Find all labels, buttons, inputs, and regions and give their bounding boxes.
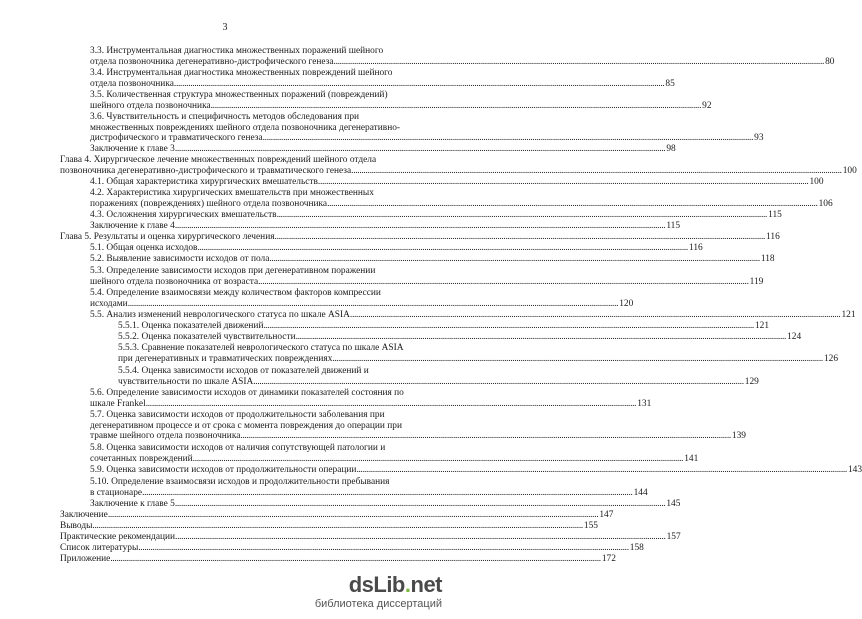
toc-entry-line: дегенеративном процессе и от срока с момента повреждения до операции при [90, 420, 402, 431]
toc-entry-last-line [90, 144, 676, 155]
toc-entry-title: Заключение к главе 4 [90, 221, 175, 231]
toc-entry [90, 68, 675, 89]
watermark-subtitle: библиотека диссертаций [314, 598, 442, 610]
toc-entry [60, 155, 857, 176]
toc-entry-line: 5.3. Определение зависимости исходов при дегенеративном поражении [90, 266, 376, 276]
toc-entry-last-line [90, 198, 833, 210]
toc-entry [90, 388, 652, 409]
toc-page-number: 145 [666, 499, 681, 509]
toc-entry-title: Выводы [60, 521, 93, 531]
toc-dot-leader [263, 133, 754, 144]
toc-dot-leader [351, 166, 842, 177]
toc-entry [90, 410, 746, 442]
toc-entry-title: при дегенеративных и травматических повреждениях [118, 353, 333, 364]
toc-entry-title: отдела позвоночника дегенеративно-дистрофического генеза [90, 56, 334, 67]
toc-page-number: 147 [599, 510, 614, 520]
toc-entry [60, 532, 681, 543]
toc-dot-leader [175, 144, 666, 155]
toc-entry-line: 5.10. Определение взаимосвязи исходов и продолжительности пребывания [90, 477, 390, 487]
toc-entry-line: 5.5.4. Оценка зависимости исходов от показателей движений и [118, 366, 369, 376]
toc-entry-line: 3.3. Инструментальная диагностика множественных поражений шейного [90, 46, 384, 56]
toc-entry [60, 521, 598, 532]
toc-dot-leader [269, 254, 760, 265]
toc-entry-last-line [118, 332, 802, 343]
toc-page-number: 115 [768, 210, 782, 220]
toc-entry-line: множественных повреждениях шейного отдела позвоночника дегенеративно- [90, 122, 401, 133]
toc-entry-line: Глава 4. Хирургическое лечение множественных повреждений шейного отдела [60, 155, 377, 165]
toc-dot-leader [258, 277, 749, 288]
toc-entry-last-line [90, 100, 712, 112]
toc-page-number: 80 [825, 56, 835, 67]
toc-entry [90, 210, 782, 221]
toc-page-number: 98 [666, 144, 676, 154]
toc-page-number: 157 [666, 532, 681, 542]
toc-entry [90, 188, 833, 209]
toc-dot-leader [350, 310, 841, 321]
toc-entry [90, 465, 862, 476]
toc-page-number: 121 [841, 310, 856, 320]
toc-entry-last-line [90, 210, 782, 221]
toc-entry [90, 443, 699, 464]
toc-entry [90, 90, 712, 111]
toc-entry-title: позвоночника дегенеративно-дистрофического и травматического генеза [60, 165, 352, 176]
toc-entry-last-line [90, 310, 856, 321]
toc-dot-leader [318, 177, 809, 188]
toc-entry-line: 3.5. Количественная структура множественных поражений (повреждений) [90, 90, 388, 100]
toc-entry-last-line [90, 221, 681, 232]
toc-entry-title: поражениях (повреждениях) шейного отдела позвоночника [90, 198, 328, 209]
toc-entry [90, 112, 764, 144]
toc-dot-leader [175, 499, 666, 510]
toc-dot-leader [175, 532, 666, 543]
toc-entry [90, 499, 681, 510]
toc-entry [60, 543, 644, 554]
toc-entry-last-line [90, 431, 746, 442]
watermark-logo [349, 572, 442, 598]
toc-entry-title: Список литературы [60, 543, 139, 553]
toc-entry-title: 5.9. Оценка зависимости исходов от продолжительности операции [90, 465, 357, 475]
toc-page-number: 100 [809, 177, 824, 187]
toc-dot-leader [356, 465, 847, 476]
toc-page-number: 118 [760, 254, 775, 264]
toc-entry-title: 4.1. Общая характеристика хирургических вмешательств [90, 177, 318, 187]
toc-entry-line: 5.7. Оценка зависимости исходов от продолжительности заболевания при [90, 410, 385, 420]
toc-page-number: 158 [629, 543, 644, 553]
toc-entry [118, 332, 802, 343]
toc-entry-title: Глава 5. Результаты и оценка хирургического лечения [60, 232, 275, 242]
toc-entry-title: 5.2. Выявление зависимости исходов от пола [90, 254, 270, 264]
toc-dot-leader [108, 510, 599, 521]
toc-dot-leader [193, 454, 684, 465]
toc-entry-title: в стационаре [90, 487, 143, 498]
toc-entry [90, 266, 764, 287]
toc-page-number: 120 [619, 298, 634, 309]
toc-page-number: 116 [766, 232, 780, 242]
toc-page-number: 121 [754, 321, 770, 331]
toc-dot-leader [142, 488, 633, 499]
toc-entry [90, 46, 835, 67]
toc-entry-title: шейного отдела позвоночника [90, 100, 211, 111]
toc-entry-line: 5.5.3. Сравнение показателей неврологического статуса по шкале ASIA [118, 343, 404, 353]
toc-dot-leader [138, 543, 629, 554]
toc-entry-last-line [90, 499, 681, 510]
toc-entry-last-line [60, 521, 598, 532]
toc-dot-leader [263, 321, 754, 332]
toc-entry-last-line [90, 453, 699, 465]
toc-entry-title: сочетанных повреждений [90, 453, 193, 464]
toc-entry-last-line [90, 465, 862, 476]
toc-entry-last-line [118, 321, 770, 332]
toc-dot-leader [240, 431, 731, 442]
toc-dot-leader [175, 221, 666, 232]
toc-entry-line: 3.4. Инструментальная диагностика множественных повреждений шейного [90, 68, 393, 78]
toc-entry-title: Заключение к главе 5 [90, 499, 175, 509]
toc-entry-title: 5.1. Общая оценка исходов [90, 243, 198, 253]
toc-entry-title: 5.5. Анализ изменений неврологического статуса по шкале ASIA [90, 310, 350, 320]
watermark-logo-dot: . [404, 572, 411, 597]
watermark-logo-tld: net [410, 572, 442, 597]
toc-entry-last-line [90, 177, 824, 188]
toc-entry-line: 5.6. Определение зависимости исходов от динамики показателей состояния по [90, 388, 404, 398]
toc-entry [90, 144, 676, 155]
toc-entry [90, 221, 681, 232]
toc-page-number: 100 [842, 165, 857, 176]
toc-dot-leader [327, 199, 818, 210]
toc-entry-last-line [60, 510, 614, 521]
toc-entry-last-line [90, 243, 703, 254]
toc-page-number: 124 [787, 332, 802, 342]
toc-page-number: 139 [731, 431, 746, 442]
toc-entry-title: травме шейного отдела позвоночника [90, 431, 241, 442]
toc-dot-leader [128, 299, 619, 310]
toc-dot-leader [146, 399, 637, 410]
toc-dot-leader [253, 377, 744, 388]
toc-entry-title: Приложение [60, 554, 111, 564]
toc-entry-title: Заключение [60, 510, 108, 520]
toc-dot-leader [174, 79, 665, 90]
toc-entry-last-line [60, 532, 681, 543]
toc-entry [90, 288, 634, 309]
watermark [268, 572, 448, 614]
toc-entry-last-line [90, 254, 775, 265]
toc-entry-last-line [90, 298, 634, 310]
toc-entry [90, 310, 856, 321]
toc-entry-last-line [60, 165, 857, 177]
toc-entry [60, 232, 780, 243]
toc-entry [90, 177, 824, 188]
toc-entry [90, 254, 775, 265]
toc-entry-last-line [90, 487, 648, 499]
toc-entry-title: Практические рекомендации [60, 532, 176, 542]
watermark-logo-main: dsLib [348, 572, 405, 597]
toc-dot-leader [211, 101, 702, 112]
toc-entry-last-line [118, 376, 759, 388]
toc-entry-title: шейного отдела позвоночника от возраста [90, 276, 259, 287]
toc-entry-last-line [118, 353, 839, 365]
toc-entry [118, 321, 770, 332]
toc-entry-title: 5.5.2. Оценка показателей чувствительности [118, 332, 296, 342]
toc-page-number: 131 [637, 398, 652, 409]
toc-entry-last-line [60, 554, 616, 565]
toc-page-number: 106 [818, 198, 833, 209]
toc-entry-last-line [90, 276, 764, 288]
toc-entry-title: шкале Frankel [90, 398, 146, 409]
toc-entry-last-line [90, 398, 652, 410]
toc-entry-line: 4.2. Характеристика хирургических вмешательств при множественных [90, 188, 374, 198]
toc-page-number: 93 [754, 133, 764, 144]
toc-entry-last-line [90, 78, 675, 90]
toc-entry-line: 3.6. Чувствительность и специфичность методов обследования при [90, 112, 360, 122]
toc-entry [118, 366, 759, 387]
toc-page-number: 85 [665, 78, 675, 89]
toc-entry [60, 554, 616, 565]
toc-page-number: 144 [633, 487, 648, 498]
toc-entry-line: 5.8. Оценка зависимости исходов от наличия сопутствующей патологии и [90, 443, 386, 453]
toc-page-number: 126 [823, 353, 839, 364]
toc-entry-title: исходами [90, 298, 128, 309]
toc-entry-title: дистрофического и травматического генеза [90, 133, 263, 144]
toc-dot-leader [296, 332, 787, 343]
toc-entry-last-line [90, 133, 764, 144]
toc-page-number: 155 [583, 521, 598, 531]
toc-entry-title: 4.3. Осложнения хирургических вмешательств [90, 210, 277, 220]
toc-page-number: 143 [847, 465, 862, 475]
toc-dot-leader [332, 354, 823, 365]
toc-dot-leader [92, 521, 583, 532]
toc-page-number: 172 [601, 554, 616, 564]
toc-entry-title: чувствительности по шкале ASIA [118, 376, 254, 387]
page-number: 3 [222, 22, 228, 33]
toc-dot-leader [275, 232, 766, 243]
toc-page-number: 141 [684, 453, 699, 464]
toc-dot-leader [334, 57, 825, 68]
toc-entry [90, 243, 703, 254]
toc-dot-leader [110, 554, 601, 565]
toc-dot-leader [277, 210, 768, 221]
toc-page-number: 116 [688, 243, 703, 253]
toc-page-number: 115 [666, 221, 681, 231]
toc-page-number: 92 [702, 100, 712, 111]
toc-entry-title: отдела позвоночника [90, 78, 174, 89]
toc-entry-line: 5.4. Определение взаимосвязи между количеством факторов компрессии [90, 288, 381, 298]
toc-page-number: 119 [749, 276, 764, 287]
toc-dot-leader [197, 243, 688, 254]
toc-entry [118, 343, 839, 364]
toc-entry-last-line [60, 232, 780, 243]
toc-page-number: 129 [744, 376, 759, 387]
toc-entry-title: 5.5.1. Оценка показателей движений [118, 321, 264, 331]
toc-entry [90, 477, 648, 498]
toc-entry-last-line [90, 56, 835, 68]
toc-entry-last-line [60, 543, 644, 554]
toc-entry-title: Заключение к главе 3 [90, 144, 175, 154]
toc-entry [60, 510, 614, 521]
